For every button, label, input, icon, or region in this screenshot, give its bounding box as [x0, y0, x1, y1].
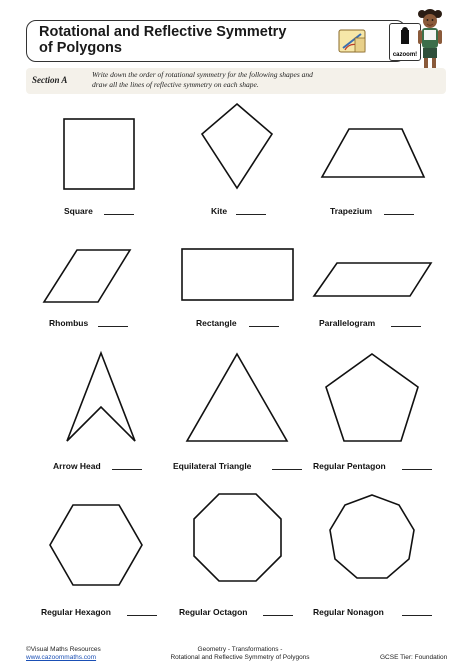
regular-octagon-label: Regular Octagon	[179, 607, 248, 617]
regular-pentagon-label: Regular Pentagon	[313, 461, 386, 471]
footer-topic-line-1: Geometry - Transformations -	[197, 646, 283, 653]
title-line-2: of Polygons	[39, 40, 122, 56]
footer-tier: GCSE Tier: Foundation	[380, 654, 448, 661]
kite-answer-blank[interactable]	[236, 214, 266, 215]
parallelogram-shape	[314, 263, 431, 296]
footer-left	[26, 646, 101, 662]
trapezium-shape	[322, 129, 424, 177]
rectangle-label: Rectangle	[196, 318, 237, 328]
trapezium-answer-blank[interactable]	[384, 214, 414, 215]
regular-pentagon-answer-blank[interactable]	[402, 469, 432, 470]
regular-nonagon-answer-blank[interactable]	[402, 615, 432, 616]
regular-nonagon-shape	[330, 495, 414, 578]
square-answer-blank[interactable]	[104, 214, 134, 215]
logo-text: cazoom!	[392, 52, 418, 58]
title-line-1: Rotational and Reflective Symmetry	[39, 24, 287, 40]
footer-topic-line-2: Rotational and Reflective Symmetry of Polygons	[170, 654, 310, 661]
equilateral-triangle-answer-blank[interactable]	[272, 469, 302, 470]
rhombus-answer-blank[interactable]	[98, 326, 128, 327]
rectangle-answer-blank[interactable]	[249, 326, 279, 327]
arrowhead-answer-blank[interactable]	[112, 469, 142, 470]
equilateral-triangle-label: Equilateral Triangle	[173, 461, 252, 471]
footer-copyright: ©Visual Maths Resources	[26, 646, 101, 653]
regular-octagon-answer-blank[interactable]	[263, 615, 293, 616]
trapezium-label: Trapezium	[330, 206, 373, 216]
section-label: Section A	[32, 75, 68, 85]
regular-hexagon-answer-blank[interactable]	[127, 615, 157, 616]
arrowhead-label: Arrow Head	[53, 461, 101, 471]
regular-octagon-shape	[194, 494, 281, 581]
regular-hexagon-label: Regular Hexagon	[41, 607, 111, 617]
instruction-line-2: draw all the lines of reflective symmetry on each shape.	[92, 80, 259, 89]
rhombus-label: Rhombus	[49, 318, 89, 328]
instruction-line-1: Write down the order of rotational symmetry for the following shapes and	[92, 70, 313, 79]
square-label: Square	[64, 206, 93, 216]
parallelogram-label: Parallelogram	[319, 318, 376, 328]
footer-website-link[interactable]: www.cazoommaths.com	[26, 654, 97, 661]
equilateral-triangle-shape	[187, 354, 287, 441]
rectangle-shape	[182, 249, 293, 300]
regular-pentagon-shape	[326, 354, 418, 441]
arrowhead-shape	[67, 353, 135, 441]
parallelogram-answer-blank[interactable]	[391, 326, 421, 327]
rhombus-shape	[44, 250, 130, 302]
regular-nonagon-label: Regular Nonagon	[313, 607, 384, 617]
regular-hexagon-shape	[50, 505, 142, 585]
kite-shape	[202, 104, 272, 188]
kite-label: Kite	[211, 206, 228, 216]
footer-center	[150, 646, 330, 662]
square-shape	[64, 119, 134, 189]
